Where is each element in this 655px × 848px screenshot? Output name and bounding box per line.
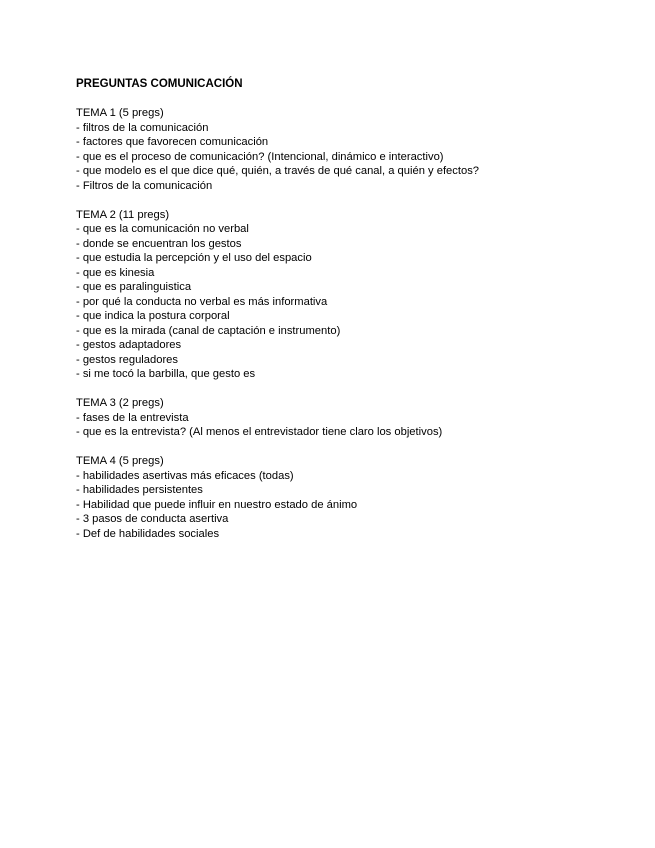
question-item: - Def de habilidades sociales: [76, 527, 220, 540]
tema-section: [76, 454, 636, 541]
tema-section: [76, 106, 636, 193]
question-item: - gestos adaptadores: [76, 339, 182, 351]
question-item: - gestos reguladores: [76, 353, 178, 366]
question-item: - 3 pasos de conducta asertiva: [76, 513, 229, 525]
question-item: - que es la entrevista? (Al menos el entrevistador tiene claro los objetivos): [76, 426, 443, 438]
question-item: - que estudia la percepción y el uso del espacio: [76, 252, 312, 264]
question-item: - habilidades persistentes: [76, 484, 203, 496]
question-item: - que indica la postura corporal: [76, 310, 230, 322]
question-item: - donde se encuentran los gestos: [76, 237, 242, 250]
question-item: - que es la comunicación no verbal: [76, 223, 249, 235]
question-item: - que es kinesia: [76, 266, 155, 279]
question-item: - Filtros de la comunicación: [76, 179, 213, 192]
question-item: - que es el proceso de comunicación? (Intencional, dinámico e interactivo): [76, 150, 444, 163]
question-item: - que es paralinguistica: [76, 281, 192, 293]
document-page: [76, 77, 636, 556]
question-item: - factores que favorecen comunicación: [76, 136, 269, 148]
tema-heading: TEMA 4 (5 pregs): [76, 455, 164, 467]
question-item: - que modelo es el que dice qué, quién, a través de qué canal, a quién y efectos?: [76, 165, 480, 177]
tema-section: [76, 396, 636, 440]
question-item: - Habilidad que puede influir en nuestro estado de ánimo: [76, 498, 358, 511]
tema-heading: TEMA 2 (11 pregs): [76, 208, 170, 221]
document-title: PREGUNTAS COMUNICACIÓN: [76, 78, 243, 90]
question-item: - fases de la entrevista: [76, 411, 189, 424]
question-item: - habilidades asertivas más eficaces (todas): [76, 469, 294, 482]
question-item: - por qué la conducta no verbal es más informativa: [76, 295, 328, 308]
tema-section: [76, 208, 636, 382]
sections-container: [76, 106, 636, 541]
question-item: - filtros de la comunicación: [76, 121, 209, 134]
tema-heading: TEMA 1 (5 pregs): [76, 107, 164, 119]
question-item: - si me tocó la barbilla, que gesto es: [76, 368, 256, 380]
question-item: - que es la mirada (canal de captación e instrumento): [76, 324, 341, 337]
tema-heading: TEMA 3 (2 pregs): [76, 397, 164, 409]
